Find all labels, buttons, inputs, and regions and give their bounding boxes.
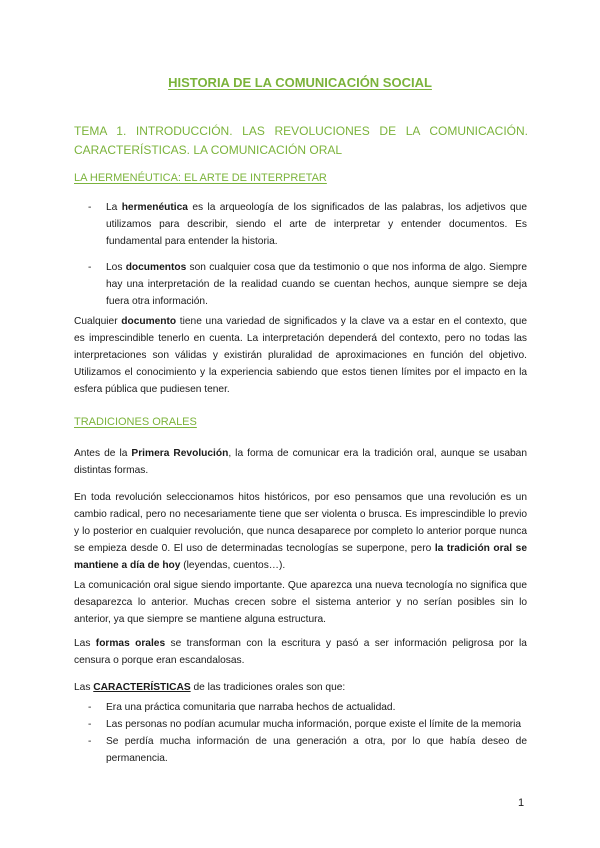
list-item: - Los documentos son cualquier cosa que da testimonio o que nos informa de algo. Siempre hay una interpretación de la realidad cuando se cuentan hechos, aunque siempre se deja fuera otra información.: [74, 259, 527, 310]
section-heading-hermeneutica: LA HERMENÉUTICA: EL ARTE DE INTERPRETAR: [74, 172, 327, 184]
list-item: - Se perdía mucha información de una generación a otra, por lo que había deseo de permanencia.: [74, 733, 527, 767]
paragraph-caracteristicas: Las CARACTERÍSTICAS de las tradiciones orales son que:: [74, 682, 346, 693]
dash-bullet: -: [88, 202, 92, 213]
dash-bullet: -: [88, 736, 92, 747]
caracteristicas-bullet-list: [74, 699, 527, 767]
list-item: - Las personas no podían acumular mucha información, porque existe el límite de la memoria: [74, 716, 527, 733]
list-item: - Era una práctica comunitaria que narraba hechos de actualidad.: [74, 699, 527, 716]
page-number: 1: [518, 797, 525, 809]
paragraph-comunicacion-oral: La comunicación oral sigue siendo importante. Que aparezca una nueva tecnología no significa que desaparezca lo anterior. Muchas crecen sobre el sistema anterior y no serían posibles sin lo anterior, ya que siempre se mantiene alguna estructura.: [74, 580, 527, 625]
dash-bullet: -: [88, 702, 92, 713]
hermeneutica-bullet-list: [74, 199, 527, 319]
paragraph-revolucion: En toda revolución seleccionamos hitos históricos, por eso pensamos que una revolución es un cambio radical, pero no necesariamente tiene que ser violenta o brusca. Es imprescindible lo previo y lo posterior en cualquier revolución, que nunca desaparece por completo lo anterior porque nunca se empieza desde 0. El uso de determinadas tecnologías se superpone, pero la tradición oral se mantiene a día de hoy (leyendas, cuentos…).: [74, 492, 527, 571]
paragraph-primera-revolucion: Antes de la Primera Revolución, la forma de comunicar era la tradición oral, aunque se usaban distintas formas.: [74, 448, 527, 476]
list-item: - La hermenéutica es la arqueología de los significados de las palabras, los adjetivos que utilizamos para describir, siendo el arte de interpretar y entender documentos. Es fundamental para entender la historia.: [74, 199, 527, 250]
topic-heading: TEMA 1. INTRODUCCIÓN. LAS REVOLUCIONES DE LA COMUNICACIÓN. CARACTERÍSTICAS. LA COMUNICACIÓN ORAL: [74, 124, 528, 157]
dash-bullet: -: [88, 719, 92, 730]
dash-bullet: -: [88, 262, 92, 273]
document-title: HISTORIA DE LA COMUNICACIÓN SOCIAL: [168, 75, 432, 90]
paragraph-formas-orales: Las formas orales se transforman con la escritura y pasó a ser información peligrosa por la censura o porque eran escandalosas.: [74, 638, 527, 666]
section-heading-tradiciones: TRADICIONES ORALES: [74, 416, 197, 428]
paragraph-documento: Cualquier documento tiene una variedad de significados y la clave va a estar en el contexto, que es imprescindible tenerlo en cuenta. La interpretación dependerá del contexto, pero no todas las interpretaciones son válidas y existirán pluralidad de aproximaciones en función del objetivo. Utilizamos el conocimiento y la experiencia sabiendo que estos tienen límites por el impacto en la esfera pública que pudiesen tener.: [74, 316, 527, 395]
